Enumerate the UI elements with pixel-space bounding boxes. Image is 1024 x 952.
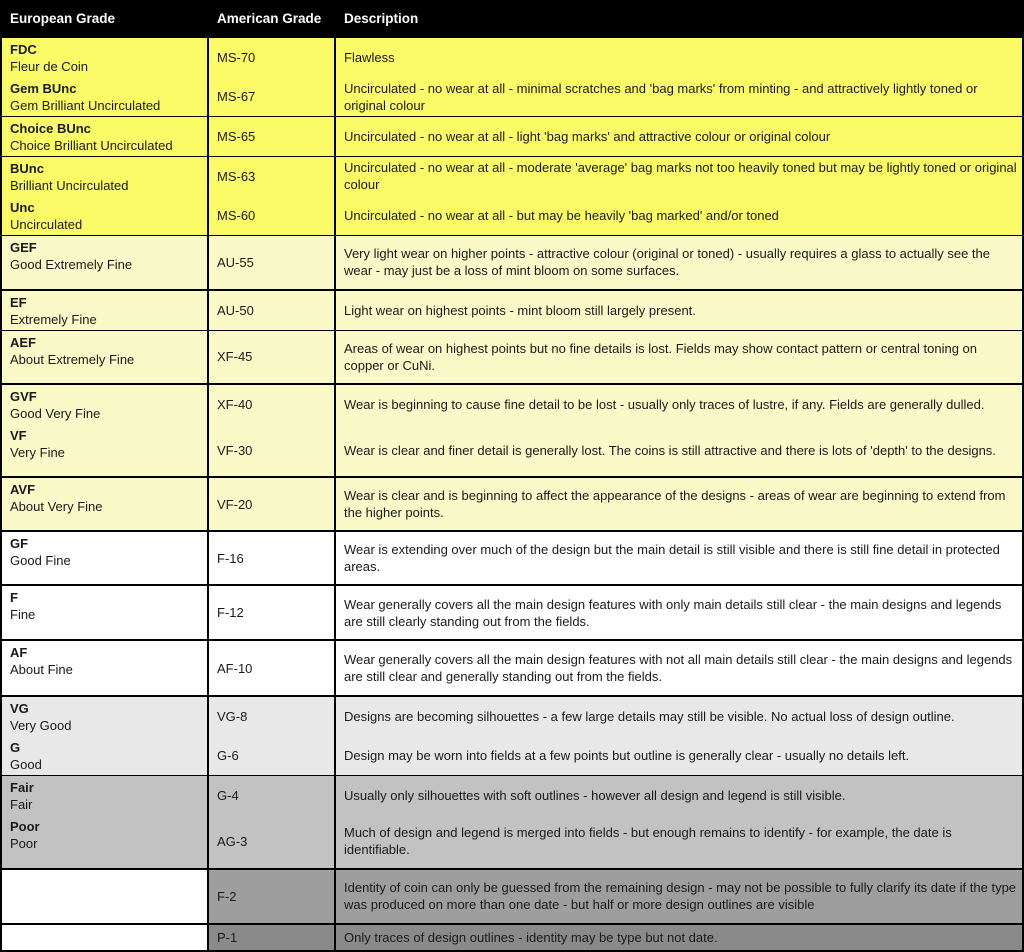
grade-name: About Fine	[10, 662, 73, 678]
grade-code: AEF	[10, 334, 36, 350]
table-row	[2, 641, 1022, 695]
description-cell: Wear generally covers all the main design features with only main details still clear - the main designs and legends are still clearly standing out from the fields.	[336, 586, 1022, 639]
grade-code: FDC	[10, 42, 37, 57]
grade-code: Gem BUnc	[10, 81, 77, 97]
grade-name: Fine	[10, 607, 36, 623]
grade-code: Unc	[10, 199, 35, 215]
column-header-european-grade: European Grade	[2, 11, 207, 26]
european-grade-cell	[2, 870, 207, 923]
american-grade-cell: AF-10	[209, 641, 334, 695]
grade-name: Very Fine	[10, 445, 65, 461]
european-grade-cell	[2, 424, 207, 476]
column-header-description: Description	[336, 11, 1022, 26]
grade-name: Gem Brilliant Uncirculated	[10, 98, 161, 114]
table-row	[2, 157, 1022, 194]
grade-code: EF	[10, 294, 27, 310]
european-grade-cell	[2, 331, 207, 383]
grade-code: AVF	[10, 482, 36, 498]
table-row	[2, 38, 1022, 75]
grade-code: GF	[10, 536, 29, 552]
table-row	[2, 776, 1022, 813]
european-grade-cell	[2, 291, 207, 330]
grade-name: Fleur de Coin	[10, 59, 89, 74]
grade-name: Fair	[10, 796, 33, 812]
description-cell: Uncirculated - no wear at all - but may be heavily 'bag marked' and/or toned	[336, 196, 1022, 235]
description-cell: Only traces of design outlines - identity may be type but not date.	[336, 925, 1022, 950]
european-grade-cell	[2, 532, 207, 584]
american-grade-cell: G-4	[209, 776, 334, 815]
description-cell: Areas of wear on highest points but no fine details is lost. Fields may show contact pattern or central toning on copper or CuNi.	[336, 331, 1022, 383]
table-row	[2, 697, 1022, 734]
american-grade-cell: MS-63	[209, 157, 334, 196]
grade-name: About Extremely Fine	[10, 351, 135, 367]
american-grade-cell: VF-20	[209, 478, 334, 530]
american-grade-cell: VF-30	[209, 424, 334, 476]
column-header-american-grade: American Grade	[209, 11, 334, 26]
table-row	[2, 424, 1022, 476]
american-grade-cell: MS-60	[209, 196, 334, 235]
american-grade-cell: MS-70	[209, 38, 334, 77]
table-row	[2, 77, 1022, 115]
grade-code: Choice BUnc	[10, 121, 91, 137]
grade-name: Choice Brilliant Uncirculated	[10, 138, 173, 154]
american-grade-cell: F-16	[209, 532, 334, 584]
grade-code: F	[10, 590, 18, 606]
grade-code: Fair	[10, 779, 34, 795]
european-grade-cell	[2, 236, 207, 289]
description-cell: Uncirculated - no wear at all - minimal scratches and 'bag marks' from minting - and attractively lightly toned or original colour	[336, 77, 1022, 116]
table-row	[2, 478, 1022, 530]
description-cell: Wear is clear and is beginning to affect the appearance of the designs - areas of wear are beginning to extend from the higher points.	[336, 478, 1022, 530]
grade-name: Poor	[10, 835, 38, 851]
description-cell: Wear is beginning to cause fine detail to be lost - usually only traces of lustre, if any. Fields are generally dulled.	[336, 385, 1022, 424]
description-cell: Much of design and legend is merged into fields - but enough remains to identify - for example, the date is identifiable.	[336, 815, 1022, 868]
european-grade-cell	[2, 641, 207, 695]
description-cell: Design may be worn into fields at a few points but outline is generally clear - usually no details left.	[336, 736, 1022, 775]
description-cell: Uncirculated - no wear at all - moderate 'average' bag marks not too heavily toned but may be lightly toned or original colour	[336, 157, 1022, 196]
grade-code: GEF	[10, 239, 37, 255]
european-grade-cell	[2, 776, 207, 815]
grade-name: Good Fine	[10, 553, 71, 569]
european-grade-cell	[2, 697, 207, 736]
table-row	[2, 236, 1022, 289]
american-grade-cell: AU-55	[209, 236, 334, 289]
table-row	[2, 385, 1022, 422]
grade-code: AF	[10, 645, 28, 661]
table-row	[2, 117, 1022, 154]
european-grade-cell	[2, 385, 207, 424]
grade-name: Uncirculated	[10, 216, 83, 232]
european-grade-cell	[2, 196, 207, 235]
grade-code: G	[10, 740, 21, 756]
header-row	[2, 0, 1022, 36]
european-grade-cell	[2, 478, 207, 530]
grade-code: Poor	[10, 818, 40, 834]
grade-code: BUnc	[10, 160, 44, 176]
description-cell: Very light wear on higher points - attractive colour (original or toned) - usually requires a glass to actually see the wear - may just be a loss of mint bloom on some surfaces.	[336, 236, 1022, 289]
table-row	[2, 331, 1022, 383]
european-grade-cell	[2, 925, 207, 950]
european-grade-cell	[2, 157, 207, 196]
american-grade-cell: AU-50	[209, 291, 334, 330]
grade-name: Good Very Fine	[10, 405, 101, 421]
american-grade-cell: P-1	[209, 925, 334, 950]
description-cell: Wear is extending over much of the design but the main detail is still visible and there is still fine detail in protected areas.	[336, 532, 1022, 584]
grade-name: Good Extremely Fine	[10, 256, 133, 272]
table-row	[2, 532, 1022, 584]
european-grade-cell	[2, 586, 207, 639]
grade-name: Brilliant Uncirculated	[10, 177, 129, 193]
table-row	[2, 870, 1022, 923]
american-grade-cell: G-6	[209, 736, 334, 775]
grade-name: Very Good	[10, 718, 72, 734]
description-cell: Designs are becoming silhouettes - a few large details may still be visible. No actual loss of design outline.	[336, 697, 1022, 736]
european-grade-cell	[2, 815, 207, 868]
description-cell: Light wear on highest points - mint bloom still largely present.	[336, 291, 1022, 330]
table-row	[2, 815, 1022, 868]
american-grade-cell: VG-8	[209, 697, 334, 736]
american-grade-cell: F-12	[209, 586, 334, 639]
description-cell: Identity of coin can only be guessed from the remaining design - may not be possible to fully clarify its date if the type was produced on more than one date - but half or more design outlines are visible	[336, 870, 1022, 923]
american-grade-cell: AG-3	[209, 815, 334, 868]
grade-name: Good	[10, 757, 42, 773]
american-grade-cell: XF-40	[209, 385, 334, 424]
european-grade-cell	[2, 736, 207, 775]
description-cell: Flawless	[336, 38, 1022, 77]
table-row	[2, 291, 1022, 329]
description-cell: Wear is clear and finer detail is generally lost. The coins is still attractive and there is lots of 'depth' to the designs.	[336, 424, 1022, 476]
grade-code: GVF	[10, 388, 37, 404]
description-cell: Uncirculated - no wear at all - light 'bag marks' and attractive colour or original colour	[336, 117, 1022, 156]
european-grade-cell	[2, 77, 207, 116]
grade-code: VF	[10, 428, 27, 444]
american-grade-cell: MS-67	[209, 77, 334, 116]
grade-name: Extremely Fine	[10, 311, 97, 327]
description-cell: Wear generally covers all the main design features with not all main details still clear - the main designs and legends are still clear and generally standing out from the fields.	[336, 641, 1022, 695]
american-grade-cell: F-2	[209, 870, 334, 923]
table-row	[2, 736, 1022, 773]
table-row	[2, 925, 1022, 950]
grade-name: About Very Fine	[10, 499, 103, 515]
european-grade-cell	[2, 117, 207, 156]
european-grade-cell	[2, 38, 207, 77]
american-grade-cell: MS-65	[209, 117, 334, 156]
american-grade-cell: XF-45	[209, 331, 334, 383]
table-row	[2, 586, 1022, 639]
grade-code: VG	[10, 701, 29, 717]
table-row	[2, 196, 1022, 234]
description-cell: Usually only silhouettes with soft outlines - however all design and legend is still visible.	[336, 776, 1022, 815]
